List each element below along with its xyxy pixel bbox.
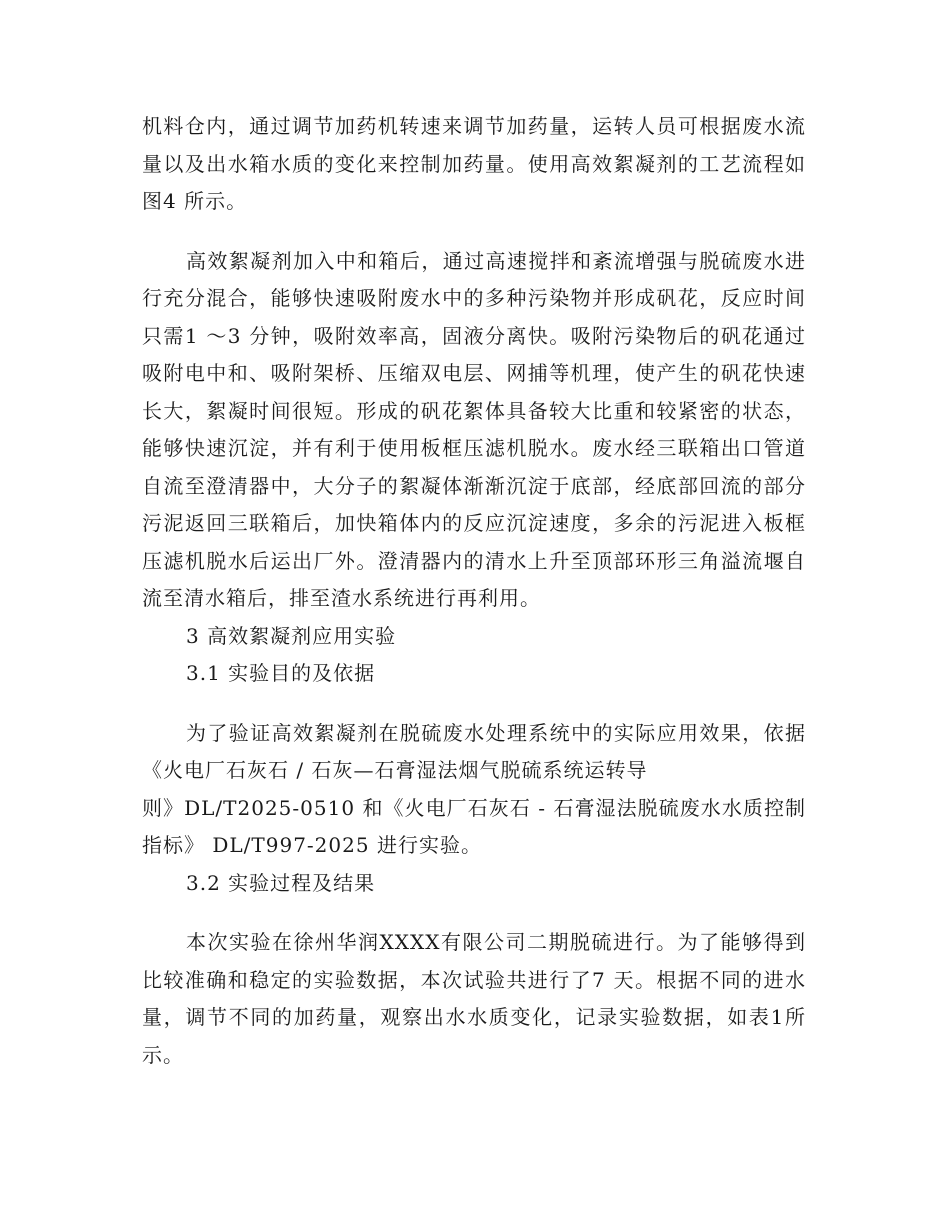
paragraph-experiment-basis-line1: 为了验证高效絮凝剂在脱硫废水处理系统中的实际应用效果，依据《火电厂石灰石 / 石灰—石膏湿法烟气脱硫系统运转导 [142,720,806,782]
section-heading-3-1: 3.1 实验目的及依据 [186,661,376,685]
section-heading-3-2: 3.2 实验过程及结果 [186,870,376,895]
document-body [142,108,806,1074]
paragraph-experiment-basis-line2: 则》DL/T2025-0510 和《火电厂石灰石 - 石膏湿法脱硫废水水质控制指标》 DL/T997-2025 进行实验。 [142,795,806,857]
paragraph-dosing-control: 机料仓内，通过调节加药机转速来调节加药量，运转人员可根据废水流量以及出水箱水质的变化来控制加药量。使用高效絮凝剂的工艺流程如图4 所示。 [142,114,806,213]
paragraph-flocculation-process: 高效絮凝剂加入中和箱后，通过高速搅拌和紊流增强与脱硫废水进行充分混合，能够快速吸附废水中的多种污染物并形成矾花，反应时间只需1 ～3 分钟，吸附效率高，固液分离快。吸附污染物后的矾花通过吸附电中和、吸附架桥、压缩双电层、网捕等机理，使产生的矾花快速长大，絮凝时间很短。形成的矾花絮体具备较大比重和较紧密的状态，能够快速沉淀，并有利于使用板框压滤机脱水。废水经三联箱出口管道自流至澄清器中，大分子的絮凝体渐渐沉淀于底部，经底部回流的部分污泥返回三联箱后，加快箱体内的反应沉淀速度，多余的污泥进入板框压滤机脱水后运出厂外。澄清器内的清水上升至顶部环形三角溢流堰自流至清水箱后，排至渣水系统进行再利用。 [142,248,806,610]
paragraph-experiment-process: 本次实验在徐州华润XXXX有限公司二期脱硫进行。为了能够得到比较准确和稳定的实验数据，本次试验共进行了7 天。根据不同的进水量，调节不同的加药量，观察出水水质变化，记录实验数据，如表1所示。 [142,930,806,1067]
paragraph-experiment-basis [142,715,806,865]
section-heading-3: 3 高效絮凝剂应用实验 [186,623,397,648]
